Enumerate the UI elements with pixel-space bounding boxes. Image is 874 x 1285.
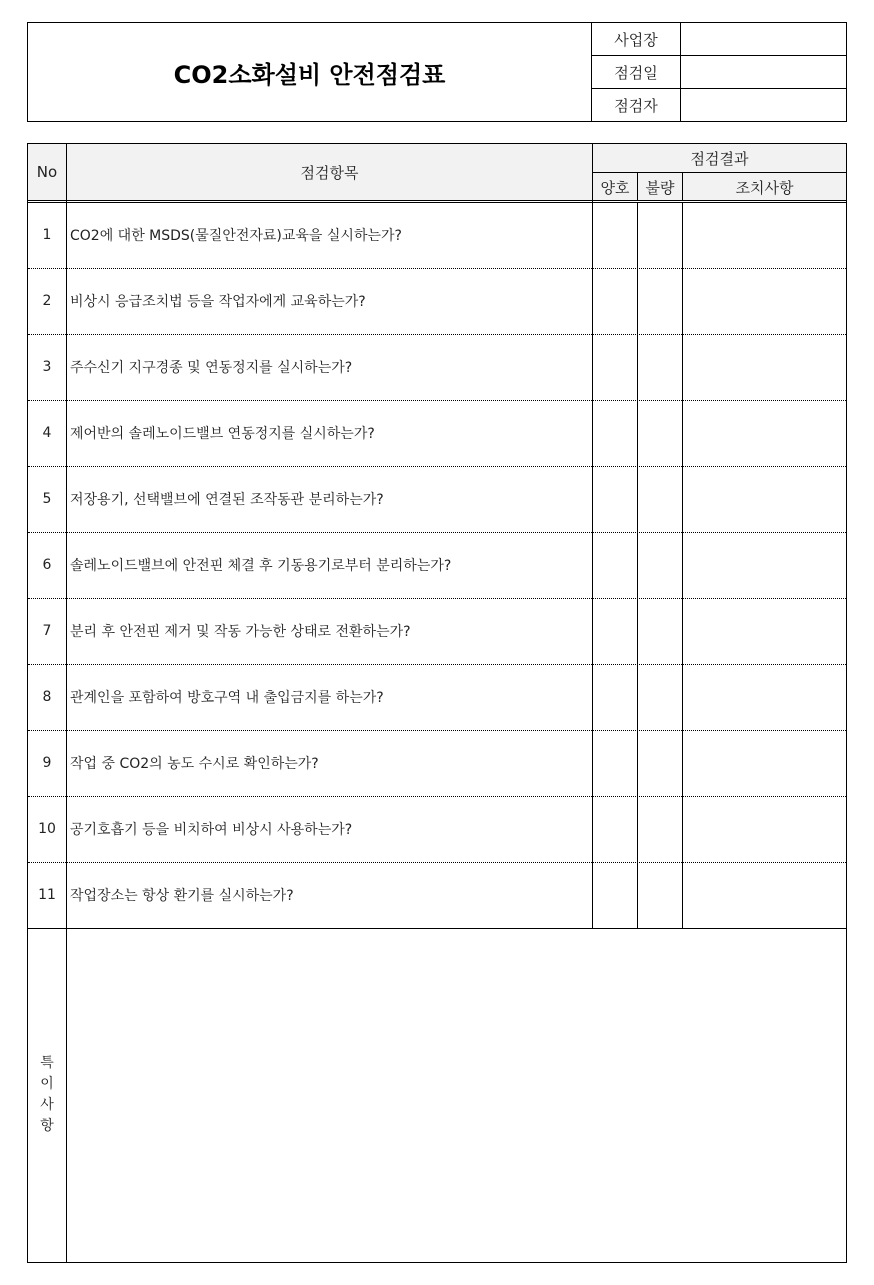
checklist-item: 제어반의 솔레노이드밸브 연동정지를 실시하는가? — [70, 426, 375, 442]
col-good-header: 양호 — [600, 178, 630, 197]
divider — [682, 202, 683, 928]
site-label: 사업장 — [592, 23, 681, 56]
row-number: 10 — [38, 821, 56, 837]
row-number: 8 — [42, 689, 52, 705]
checklist-item: 작업장소는 항상 환기를 실시하는가? — [70, 888, 294, 904]
divider — [637, 202, 638, 928]
divider — [28, 200, 846, 201]
checklist-item: CO2에 대한 MSDS(물질안전자료)교육을 실시하는가? — [70, 228, 402, 244]
row-number: 9 — [42, 755, 52, 771]
inspection-table — [27, 143, 847, 1263]
row-number: 2 — [42, 293, 52, 309]
checklist-item: 비상시 응급조치법 등을 작업자에게 교육하는가? — [70, 294, 366, 310]
site-field[interactable] — [681, 23, 846, 56]
notes-label-text: 특이사항 — [40, 1055, 54, 1134]
row-number: 5 — [42, 491, 52, 507]
divider — [637, 172, 638, 201]
checklist-item: 주수신기 지구경종 및 연동정지를 실시하는가? — [70, 360, 353, 376]
checklist-item: 솔레노이드밸브에 안전핀 체결 후 기동용기로부터 분리하는가? — [70, 558, 452, 574]
row-number: 7 — [42, 623, 52, 639]
page-title: CO2소화설비 안전점검표 — [28, 23, 592, 121]
col-no-header: No — [36, 163, 58, 181]
notes-label — [28, 928, 66, 1262]
row-number: 1 — [42, 227, 52, 243]
col-item-header: 점검항목 — [300, 163, 359, 182]
col-result-header: 점검결과 — [690, 149, 749, 168]
checklist-item: 작업 중 CO2의 농도 수시로 확인하는가? — [70, 756, 319, 772]
date-label: 점검일 — [592, 56, 681, 89]
inspector-field[interactable] — [681, 89, 846, 121]
row-number: 11 — [38, 887, 56, 903]
col-action-header: 조치사항 — [735, 178, 794, 197]
checklist-item: 분리 후 안전핀 제거 및 작동 가능한 상태로 전환하는가? — [70, 624, 411, 640]
checklist-item: 저장용기, 선택밸브에 연결된 조작동관 분리하는가? — [70, 492, 384, 508]
row-number: 4 — [42, 425, 52, 441]
divider — [592, 172, 846, 173]
date-field[interactable] — [681, 56, 846, 89]
header-block — [27, 22, 847, 122]
notes-field[interactable] — [67, 929, 846, 1262]
inspector-label: 점검자 — [592, 89, 681, 121]
checklist-item: 공기호흡기 등을 비치하여 비상시 사용하는가? — [70, 822, 353, 838]
row-number: 3 — [42, 359, 52, 375]
divider — [682, 172, 683, 201]
divider — [592, 144, 593, 928]
col-bad-header: 불량 — [645, 178, 675, 197]
row-number: 6 — [42, 557, 52, 573]
checklist-item: 관계인을 포함하여 방호구역 내 출입금지를 하는가? — [70, 690, 384, 706]
